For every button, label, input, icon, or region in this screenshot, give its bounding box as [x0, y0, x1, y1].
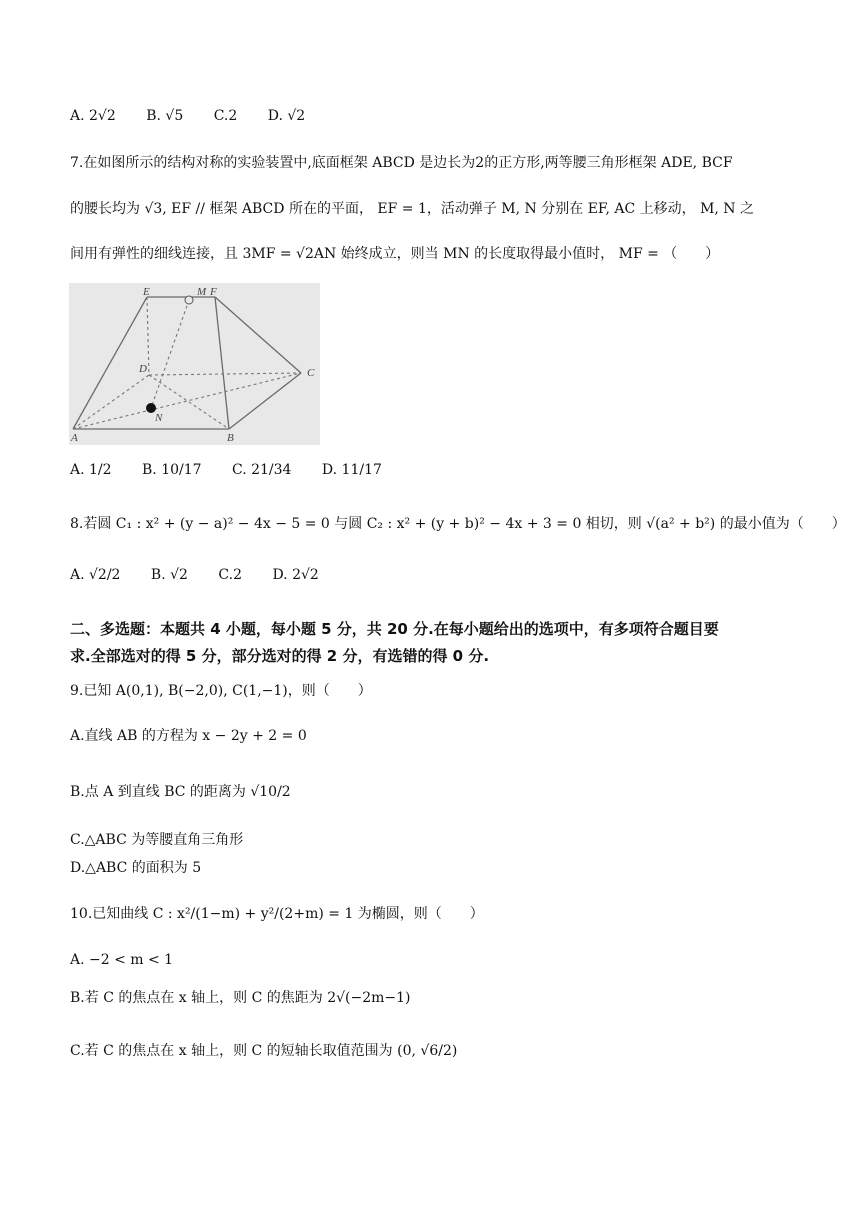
label-n: N [155, 412, 163, 424]
q10-option-a: A. −2 < m < 1 [70, 952, 174, 968]
q7-figure-drawing [69, 283, 320, 445]
q7-stem-line3: 间用有弹性的细线连接，且 3MF = √2AN 始终成立，则当 MN 的长度取得最小值时， MF = （ ） [70, 246, 720, 262]
q6-option-a: A. 2√2 [70, 108, 116, 124]
q7-figure [69, 283, 320, 445]
section2-header-line2: 求.全部选对的得 5 分，部分选对的得 2 分，有选错的得 0 分. [70, 647, 490, 665]
bead-m [185, 296, 193, 304]
q6-option-b: B. √5 [146, 108, 184, 124]
q8-options [70, 567, 345, 583]
q8-option-d: D. 2√2 [272, 567, 319, 583]
label-f: F [210, 286, 217, 298]
q7-option-b: B. 10/17 [142, 462, 202, 478]
q8-option-c: C.2 [218, 567, 242, 583]
q7-option-d: D. 11/17 [321, 462, 382, 478]
q9-option-d: D.△ABC 的面积为 5 [70, 860, 202, 876]
label-e: E [143, 286, 150, 298]
q6-option-c: C.2 [213, 108, 238, 124]
q10-option-c: C.若 C 的焦点在 x 轴上，则 C 的短轴长取值范围为 (0, √6/2) [70, 1043, 458, 1059]
q9-option-b: B.点 A 到直线 BC 的距离为 √10/2 [70, 784, 291, 800]
q10-stem: 10.已知曲线 C : x²/(1−m) + y²/(2+m) = 1 为椭圆，则（ ） [70, 906, 484, 922]
label-a: A [71, 432, 78, 444]
q9-option-c: C.△ABC 为等腰直角三角形 [70, 832, 244, 848]
figure-background [69, 283, 320, 445]
q9-option-a: A.直线 AB 的方程为 x − 2y + 2 = 0 [70, 728, 307, 744]
q7-options [70, 462, 408, 478]
label-m: M [197, 286, 207, 298]
q7-option-a: A. 1/2 [70, 462, 112, 478]
label-c: C [307, 367, 315, 379]
q6-options [70, 108, 331, 124]
section2-header-line1: 二、多选题：本题共 4 小题，每小题 5 分，共 20 分.在每小题给出的选项中，有多项符合题目要 [70, 620, 719, 638]
q10-option-b: B.若 C 的焦点在 x 轴上，则 C 的焦距为 2√(−2m−1) [70, 990, 411, 1006]
q8-option-a: A. √2/2 [70, 567, 121, 583]
q8-option-b: B. √2 [150, 567, 188, 583]
label-d: D [139, 363, 147, 375]
label-b: B [227, 432, 234, 444]
q7-stem-line1: 7.在如图所示的结构对称的实验装置中,底面框架 ABCD 是边长为2的正方形,两等腰三角形框架 ADE, BCF [70, 155, 733, 171]
q8-stem: 8.若圆 C₁ : x² + (y − a)² − 4x − 5 = 0 与圆 C₂ : x² + (y + b)² − 4x + 3 = 0 相切，则 √(a² + b²) 的最小值为（ ） [70, 516, 846, 532]
q6-option-d: D. √2 [267, 108, 306, 124]
q7-stem-line2: 的腰长均为 √3, EF // 框架 ABCD 所在的平面， EF = 1，活动弹子 M, N 分别在 EF, AC 上移动， M, N 之 [70, 201, 755, 217]
q9-stem: 9.已知 A(0,1), B(−2,0), C(1,−1)，则（ ） [70, 683, 372, 699]
q7-option-c: C. 21/34 [232, 462, 292, 478]
